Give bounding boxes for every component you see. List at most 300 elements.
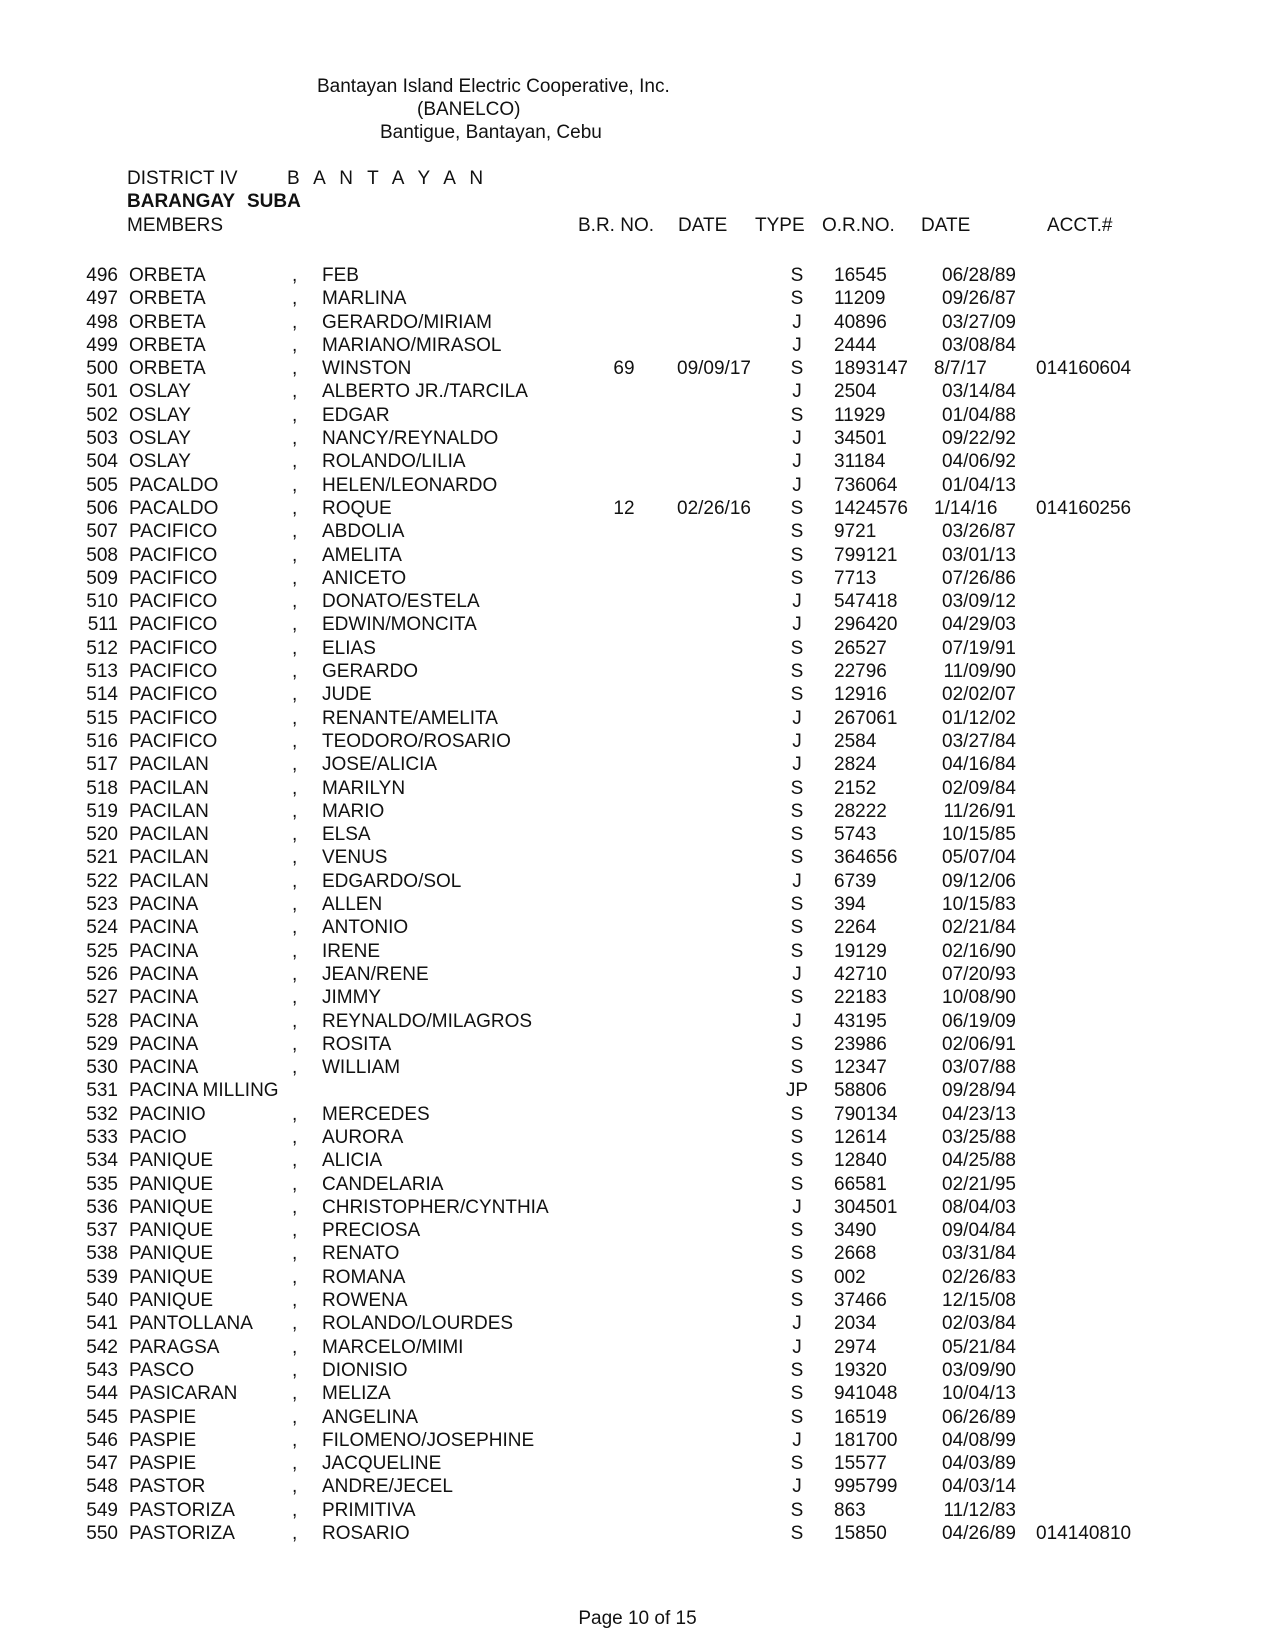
member-first-name: JEAN/RENE: [322, 963, 429, 985]
member-first-name: ROQUE: [322, 497, 392, 519]
or-number: 941048: [834, 1383, 898, 1405]
member-type: J: [792, 474, 802, 496]
name-separator: ,: [292, 288, 298, 310]
table-row: [0, 567, 1275, 590]
member-type: S: [790, 521, 804, 543]
member-first-name: MERCEDES: [322, 1103, 430, 1125]
or-number: 19320: [834, 1359, 887, 1381]
table-row: [0, 497, 1275, 520]
district-name: B A N T A Y A N: [287, 168, 488, 189]
table-row: [0, 427, 1275, 450]
member-first-name: JOSE/ALICIA: [322, 754, 438, 776]
member-last-name: PACINA: [129, 963, 199, 985]
member-first-name: IRENE: [322, 940, 381, 962]
member-number: 503: [86, 428, 118, 450]
name-separator: ,: [292, 754, 298, 776]
table-row: [0, 1406, 1275, 1429]
member-first-name: ANICETO: [322, 567, 407, 589]
name-separator: ,: [292, 1266, 298, 1288]
member-number: 544: [86, 1383, 118, 1405]
table-row: [0, 1312, 1275, 1335]
member-number: 534: [86, 1150, 118, 1172]
member-last-name: PACIFICO: [129, 730, 218, 752]
member-last-name: OSLAY: [129, 404, 191, 426]
member-last-name: OSLAY: [129, 451, 191, 473]
member-type: S: [790, 567, 804, 589]
member-last-name: PACIFICO: [129, 637, 218, 659]
name-separator: ,: [292, 894, 298, 916]
member-number: 501: [86, 381, 118, 403]
member-type: S: [790, 1103, 804, 1125]
member-number: 532: [86, 1103, 118, 1125]
or-number: 22796: [834, 661, 887, 683]
or-date: 02/06/91: [942, 1033, 1016, 1055]
member-first-name: MARIO: [322, 800, 385, 822]
or-number: 1424576: [834, 497, 908, 519]
member-number: 519: [86, 800, 118, 822]
or-date: 04/16/84: [942, 754, 1016, 776]
table-row: [0, 380, 1275, 403]
member-number: 500: [86, 358, 118, 380]
member-type: J: [792, 1313, 802, 1335]
or-date: 08/04/03: [942, 1196, 1016, 1218]
or-date: 01/04/88: [942, 404, 1016, 426]
member-type: J: [792, 1010, 802, 1032]
name-separator: ,: [292, 544, 298, 566]
or-number: 2504: [834, 381, 877, 403]
table-row: [0, 1452, 1275, 1475]
member-last-name: PACINA: [129, 894, 199, 916]
member-last-name: PACIFICO: [129, 567, 218, 589]
table-row: [0, 1336, 1275, 1359]
member-first-name: ALICIA: [322, 1150, 383, 1172]
or-date: 03/07/88: [942, 1057, 1016, 1079]
member-number: 504: [86, 451, 118, 473]
or-number: 40896: [834, 311, 887, 333]
member-first-name: MARCELO/MIMI: [322, 1336, 464, 1358]
table-row: [0, 544, 1275, 567]
table-row: [0, 1056, 1275, 1079]
or-date: 1/14/16: [934, 497, 998, 519]
column-header-date-2: DATE: [921, 215, 971, 236]
member-last-name: PACIFICO: [129, 591, 218, 613]
member-first-name: VENUS: [322, 847, 388, 869]
table-row: [0, 1382, 1275, 1405]
or-date: 10/15/83: [942, 894, 1016, 916]
member-type: J: [792, 754, 802, 776]
or-number: 15577: [834, 1453, 887, 1475]
member-last-name: ORBETA: [129, 334, 206, 356]
name-separator: ,: [292, 1103, 298, 1125]
or-number: 267061: [834, 707, 898, 729]
or-number: 790134: [834, 1103, 898, 1125]
table-row: [0, 287, 1275, 310]
member-type: S: [790, 288, 804, 310]
table-row: [0, 963, 1275, 986]
member-last-name: PANIQUE: [129, 1173, 214, 1195]
column-header-acct: ACCT.#: [1047, 215, 1113, 236]
member-number: 550: [86, 1523, 118, 1545]
table-row: [0, 1079, 1275, 1102]
member-type: S: [790, 1453, 804, 1475]
member-type: S: [790, 940, 804, 962]
name-separator: ,: [292, 497, 298, 519]
member-first-name: ALLEN: [322, 894, 383, 916]
member-last-name: PACIFICO: [129, 684, 218, 706]
or-number: 2974: [834, 1336, 877, 1358]
name-separator: ,: [292, 1196, 298, 1218]
or-number: 23986: [834, 1033, 887, 1055]
table-row: [0, 870, 1275, 893]
or-number: 2034: [834, 1313, 877, 1335]
or-number: 11209: [834, 288, 886, 310]
member-type: S: [790, 1150, 804, 1172]
name-separator: ,: [292, 963, 298, 985]
name-separator: ,: [292, 987, 298, 1009]
name-separator: ,: [292, 521, 298, 543]
member-last-name: ORBETA: [129, 265, 206, 286]
member-first-name: WINSTON: [322, 358, 412, 380]
or-date: 03/01/13: [942, 544, 1016, 566]
member-last-name: PACIFICO: [129, 707, 218, 729]
member-number: 520: [86, 824, 118, 846]
member-first-name: DIONISIO: [322, 1359, 408, 1381]
name-separator: ,: [292, 474, 298, 496]
member-type: S: [790, 1126, 804, 1148]
or-number: 2444: [834, 334, 877, 356]
member-number: 499: [86, 334, 118, 356]
member-last-name: PACINIO: [129, 1103, 206, 1125]
member-first-name: ROLANDO/LOURDES: [322, 1313, 514, 1335]
member-number: 517: [86, 754, 118, 776]
member-type: S: [790, 1359, 804, 1381]
member-first-name: AURORA: [322, 1126, 404, 1148]
or-date: 06/19/09: [942, 1010, 1016, 1032]
account-number: 014140810: [1036, 1523, 1132, 1545]
or-date: 07/26/86: [942, 567, 1016, 589]
member-type: S: [790, 265, 804, 286]
member-first-name: GERARDO/MIRIAM: [322, 311, 492, 333]
member-number: 533: [86, 1126, 118, 1148]
member-type: S: [790, 777, 804, 799]
member-type: S: [790, 637, 804, 659]
or-date: 11/26/91: [943, 800, 1016, 822]
or-number: 7713: [834, 567, 877, 589]
member-number: 523: [86, 894, 118, 916]
org-abbreviation: (BANELCO): [417, 99, 521, 120]
member-type: J: [792, 1476, 802, 1498]
or-number: 863: [834, 1499, 866, 1521]
name-separator: ,: [292, 334, 298, 356]
table-row: [0, 520, 1275, 543]
or-date: 12/15/08: [942, 1290, 1016, 1312]
member-first-name: REYNALDO/MILAGROS: [322, 1010, 533, 1032]
table-row: [0, 1010, 1275, 1033]
member-type: S: [790, 800, 804, 822]
name-separator: ,: [292, 1383, 298, 1405]
name-separator: ,: [292, 1476, 298, 1498]
or-date: 04/03/89: [942, 1453, 1016, 1475]
or-number: 28222: [834, 800, 887, 822]
member-last-name: PACIFICO: [129, 521, 218, 543]
member-number: 539: [86, 1266, 118, 1288]
member-type: S: [790, 1383, 804, 1405]
or-number: 26527: [834, 637, 887, 659]
member-number: 508: [86, 544, 118, 566]
or-number: 12347: [834, 1057, 887, 1079]
member-type: S: [790, 1057, 804, 1079]
member-last-name: PARAGSA: [129, 1336, 220, 1358]
table-row: [0, 311, 1275, 334]
or-number: 1893147: [834, 358, 908, 380]
member-last-name: PASTOR: [129, 1476, 206, 1498]
table-row: [0, 1033, 1275, 1056]
member-number: 518: [86, 777, 118, 799]
member-number: 507: [86, 521, 118, 543]
member-first-name: JACQUELINE: [322, 1453, 442, 1475]
or-number: 58806: [834, 1080, 887, 1102]
member-number: 496: [86, 265, 118, 286]
table-row: [0, 474, 1275, 497]
table-row: [0, 1266, 1275, 1289]
or-date: 03/31/84: [942, 1243, 1016, 1265]
or-number: 34501: [834, 428, 887, 450]
br-number: 12: [613, 497, 635, 519]
or-number: 9721: [834, 521, 877, 543]
name-separator: ,: [292, 1173, 298, 1195]
member-type: S: [790, 894, 804, 916]
member-first-name: RENATO: [322, 1243, 400, 1265]
member-type: S: [790, 1266, 804, 1288]
member-number: 522: [86, 870, 118, 892]
member-type: J: [792, 614, 802, 636]
table-row: [0, 264, 1275, 287]
member-last-name: PASPIE: [129, 1429, 197, 1451]
or-number: 181700: [834, 1429, 898, 1451]
member-first-name: EDGAR: [322, 404, 390, 426]
name-separator: ,: [292, 358, 298, 380]
member-number: 511: [87, 614, 118, 636]
member-number: 541: [86, 1313, 118, 1335]
column-header-members: MEMBERS: [127, 215, 224, 236]
or-date: 09/28/94: [942, 1080, 1016, 1102]
member-last-name: PASCO: [129, 1359, 195, 1381]
member-number: 540: [86, 1290, 118, 1312]
member-type: J: [792, 334, 802, 356]
table-row: [0, 730, 1275, 753]
member-last-name: PANIQUE: [129, 1266, 214, 1288]
page-number: Page 10 of 15: [578, 1608, 697, 1629]
member-last-name: PACILAN: [129, 870, 209, 892]
member-number: 525: [86, 940, 118, 962]
member-type: J: [792, 707, 802, 729]
name-separator: ,: [292, 917, 298, 939]
or-date: 04/25/88: [942, 1150, 1016, 1172]
or-number: 394: [834, 894, 866, 916]
member-first-name: ANGELINA: [322, 1406, 419, 1428]
or-date: 10/04/13: [942, 1383, 1016, 1405]
table-row: [0, 800, 1275, 823]
or-number: 31184: [834, 451, 886, 473]
member-number: 548: [86, 1476, 118, 1498]
name-separator: ,: [292, 1290, 298, 1312]
member-first-name: EDWIN/MONCITA: [322, 614, 477, 636]
or-date: 05/21/84: [942, 1336, 1016, 1358]
member-number: 527: [86, 987, 118, 1009]
or-number: 6739: [834, 870, 877, 892]
or-number: 547418: [834, 591, 898, 613]
member-type: J: [792, 1336, 802, 1358]
or-date: 04/03/14: [942, 1476, 1016, 1498]
name-separator: ,: [292, 1126, 298, 1148]
name-separator: ,: [292, 1010, 298, 1032]
member-first-name: ABDOLIA: [322, 521, 405, 543]
member-last-name: PACILAN: [129, 800, 209, 822]
member-type: S: [790, 987, 804, 1009]
table-row: [0, 986, 1275, 1009]
column-header-or-no: O.R.NO.: [822, 215, 895, 236]
or-date: 09/04/84: [942, 1220, 1016, 1242]
name-separator: ,: [292, 800, 298, 822]
member-last-name: PACINA: [129, 1057, 199, 1079]
member-number: 530: [86, 1057, 118, 1079]
table-row: [0, 404, 1275, 427]
member-last-name: PACINA: [129, 1010, 199, 1032]
table-row: [0, 1242, 1275, 1265]
member-first-name: CANDELARIA: [322, 1173, 444, 1195]
member-last-name: PACINA: [129, 987, 199, 1009]
member-last-name: PACIO: [129, 1126, 187, 1148]
member-type: J: [792, 381, 802, 403]
member-type: S: [790, 404, 804, 426]
member-first-name: HELEN/LEONARDO: [322, 474, 498, 496]
table-row: [0, 893, 1275, 916]
name-separator: ,: [292, 1429, 298, 1451]
member-first-name: ROMANA: [322, 1266, 406, 1288]
member-first-name: MARIANO/MIRASOL: [322, 334, 502, 356]
member-number: 513: [86, 661, 118, 683]
member-last-name: PACIFICO: [129, 544, 218, 566]
or-number: 12614: [834, 1126, 887, 1148]
member-last-name: PACILAN: [129, 847, 209, 869]
member-first-name: FILOMENO/JOSEPHINE: [322, 1429, 535, 1451]
member-type: JP: [785, 1080, 809, 1102]
name-separator: ,: [292, 824, 298, 846]
member-last-name: PACINA MILLING: [129, 1080, 279, 1102]
member-type: J: [792, 591, 802, 613]
member-last-name: PACINA: [129, 917, 199, 939]
member-number: 497: [86, 288, 118, 310]
member-number: 546: [86, 1429, 118, 1451]
member-first-name: JUDE: [322, 684, 372, 706]
member-number: 545: [86, 1406, 118, 1428]
column-header-type: TYPE: [755, 215, 805, 236]
name-separator: ,: [292, 940, 298, 962]
member-last-name: PANIQUE: [129, 1220, 214, 1242]
or-number: 2584: [834, 730, 877, 752]
or-date: 04/29/03: [942, 614, 1016, 636]
or-date: 02/16/90: [942, 940, 1016, 962]
member-number: 529: [86, 1033, 118, 1055]
member-first-name: ELSA: [322, 824, 371, 846]
member-number: 528: [86, 1010, 118, 1032]
or-number: 66581: [834, 1173, 887, 1195]
member-type: S: [790, 1220, 804, 1242]
table-row: [0, 1475, 1275, 1498]
account-number: 014160256: [1036, 497, 1132, 519]
name-separator: ,: [292, 1406, 298, 1428]
table-row: [0, 590, 1275, 613]
or-date: 03/27/84: [942, 730, 1016, 752]
name-separator: ,: [292, 404, 298, 426]
table-row: [0, 637, 1275, 660]
or-date: 06/28/89: [942, 265, 1016, 286]
member-last-name: PANIQUE: [129, 1243, 214, 1265]
barangay-label: BARANGAY: [127, 191, 236, 212]
member-number: 526: [86, 963, 118, 985]
member-last-name: PACINA: [129, 1033, 199, 1055]
or-date: 02/03/84: [942, 1313, 1016, 1335]
name-separator: ,: [292, 1336, 298, 1358]
member-type: S: [790, 684, 804, 706]
name-separator: ,: [292, 637, 298, 659]
member-first-name: ROSITA: [322, 1033, 392, 1055]
member-type: S: [790, 358, 804, 380]
name-separator: ,: [292, 1313, 298, 1335]
table-row: [0, 1359, 1275, 1382]
or-number: 3490: [834, 1220, 877, 1242]
name-separator: ,: [292, 1150, 298, 1172]
member-type: S: [790, 661, 804, 683]
br-number: 69: [613, 358, 635, 380]
or-number: 296420: [834, 614, 898, 636]
or-number: 22183: [834, 987, 887, 1009]
table-row: [0, 1173, 1275, 1196]
or-number: 2824: [834, 754, 877, 776]
table-row: [0, 707, 1275, 730]
name-separator: ,: [292, 428, 298, 450]
member-number: 502: [86, 404, 118, 426]
member-number: 509: [86, 567, 118, 589]
table-row: [0, 1499, 1275, 1522]
or-date: 07/20/93: [942, 963, 1016, 985]
member-type: S: [790, 1033, 804, 1055]
member-number: 549: [86, 1499, 118, 1521]
member-number: 547: [86, 1453, 118, 1475]
member-first-name: ALBERTO JR./TARCILA: [322, 381, 528, 403]
table-row: [0, 1126, 1275, 1149]
or-date: 11/12/83: [943, 1499, 1016, 1521]
member-last-name: PANIQUE: [129, 1196, 214, 1218]
column-header-date: DATE: [678, 215, 728, 236]
name-separator: ,: [292, 614, 298, 636]
member-last-name: PACILAN: [129, 754, 209, 776]
member-first-name: RENANTE/AMELITA: [322, 707, 498, 729]
member-type: J: [792, 1429, 802, 1451]
or-number: 736064: [834, 474, 898, 496]
member-type: S: [790, 1499, 804, 1521]
or-date: 03/26/87: [942, 521, 1016, 543]
name-separator: ,: [292, 567, 298, 589]
or-date: 03/09/90: [942, 1359, 1016, 1381]
member-last-name: PANTOLLANA: [129, 1313, 253, 1335]
member-first-name: TEODORO/ROSARIO: [322, 730, 511, 752]
or-number: 19129: [834, 940, 887, 962]
member-type: J: [792, 963, 802, 985]
or-number: 16545: [834, 265, 887, 286]
name-separator: ,: [292, 1033, 298, 1055]
or-date: 09/22/92: [942, 428, 1016, 450]
